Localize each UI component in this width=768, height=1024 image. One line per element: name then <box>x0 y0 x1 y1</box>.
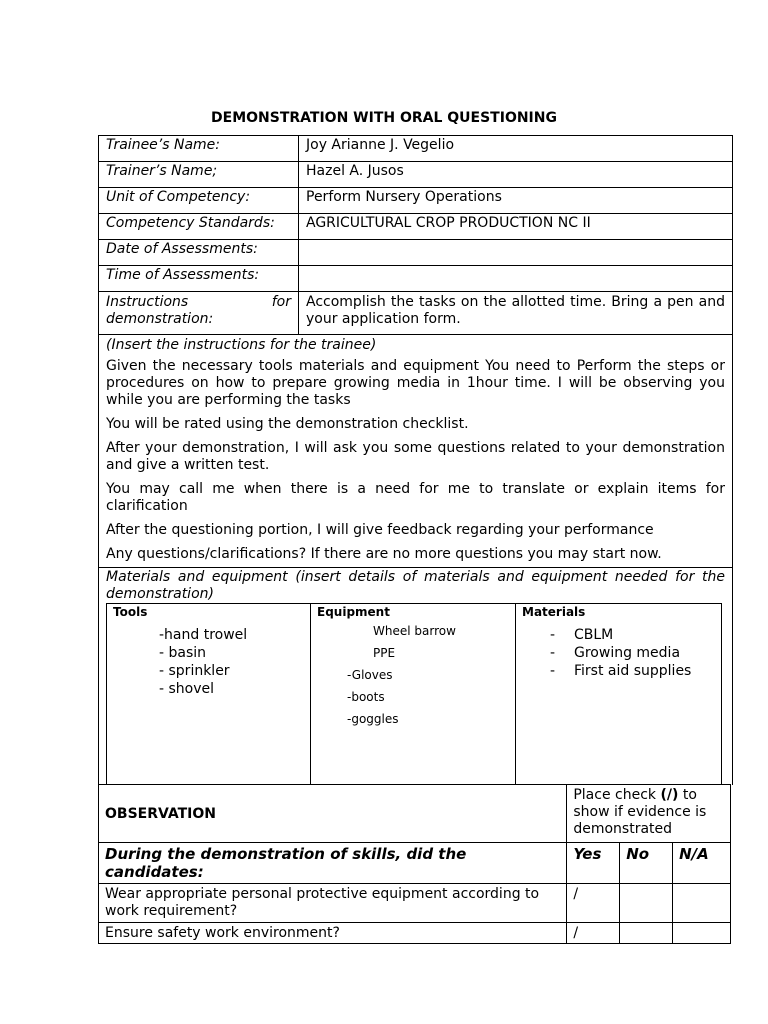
field-row-trainer <box>99 162 732 188</box>
field-row-date <box>99 240 732 266</box>
field-row-trainee <box>99 136 732 162</box>
field-value <box>299 240 732 265</box>
observation-question: During the demonstration of skills, did the candidates: <box>99 843 567 884</box>
field-row-time <box>99 266 732 292</box>
instruction-paragraph: After your demonstration, I will ask you some questions related to your demonstration and give a written test. <box>106 440 725 473</box>
list-item <box>550 662 721 680</box>
materials-note: Materials and equipment (insert details of materials and equipment needed for the demonstration) <box>106 569 725 602</box>
materials-list <box>516 620 721 680</box>
check-na <box>673 884 731 923</box>
list-item: -boots <box>347 690 385 704</box>
field-label: Unit of Competency: <box>99 188 299 213</box>
field-label: Date of Assessments: <box>99 240 299 265</box>
field-row-unit <box>99 188 732 214</box>
instruction-paragraph: Any questions/clarifications? If there are no more questions you may start now. <box>106 546 662 562</box>
check-note-text: Place check <box>573 787 661 803</box>
assessment-form <box>98 135 733 785</box>
field-row-standards <box>99 214 732 240</box>
instructions-label: Instructions for demonstration: <box>106 294 291 327</box>
field-row-instructions <box>99 292 732 335</box>
observation-question-row <box>99 843 731 884</box>
col-no: No <box>620 843 673 884</box>
document-title: DEMONSTRATION WITH ORAL QUESTIONING <box>211 110 557 126</box>
field-value: AGRICULTURAL CROP PRODUCTION NC II <box>306 215 591 231</box>
tools-column <box>107 604 311 784</box>
check-yes: / <box>567 923 620 944</box>
check-mark-symbol: (/) <box>660 787 679 803</box>
field-label: Competency Standards: <box>99 214 299 239</box>
field-label: Trainer’s Name; <box>99 162 299 187</box>
col-yes: Yes <box>567 843 620 884</box>
table-row <box>99 884 731 923</box>
bullet-dash: - <box>550 663 556 679</box>
equipment-heading: Equipment <box>317 605 390 619</box>
observation-item: Ensure safety work environment? <box>99 923 567 944</box>
field-value: Hazel A. Jusos <box>306 163 404 179</box>
list-item: -hand trowel <box>159 627 248 643</box>
materials-block <box>99 568 732 785</box>
list-item: -Gloves <box>347 668 393 682</box>
col-na: N/A <box>673 843 731 884</box>
check-na <box>673 923 731 944</box>
instruction-paragraph: You may call me when there is a need for me to translate or explain items for clarification <box>106 481 725 514</box>
check-no <box>620 884 673 923</box>
tools-heading: Tools <box>113 605 148 619</box>
list-item: -goggles <box>347 712 399 726</box>
bullet-dash: - <box>550 645 556 661</box>
list-item: - basin <box>159 645 207 661</box>
field-label-instructions <box>99 292 299 334</box>
instructions-value: Accomplish the tasks on the allotted time. Bring a pen and your application form. <box>306 294 725 327</box>
observation-heading: OBSERVATION <box>99 785 567 843</box>
list-item-text: First aid supplies <box>574 663 692 679</box>
field-value: Joy Arianne J. Vegelio <box>306 137 455 153</box>
bullet-dash: - <box>550 627 556 643</box>
list-item: Wheel barrow <box>373 624 456 638</box>
list-item <box>550 626 721 644</box>
instruction-paragraph: Given the necessary tools materials and equipment You need to Perform the steps or procedures on how to prepare growing media in 1hour time. I will be observing you while you are performing the tasks <box>106 358 725 408</box>
list-item-text: Growing media <box>574 645 681 661</box>
field-label: Time of Assessments: <box>99 266 299 291</box>
check-note-text: to show if evidence is demonstrated <box>573 787 707 837</box>
observation-header-row <box>99 785 731 843</box>
list-item: - shovel <box>159 681 215 697</box>
trainee-instructions-block <box>99 335 732 568</box>
insert-note: (Insert the instructions for the trainee) <box>106 337 377 353</box>
materials-column <box>516 604 721 784</box>
tools-list <box>107 620 310 698</box>
list-item: PPE <box>373 646 396 660</box>
field-label: Trainee’s Name: <box>99 136 299 161</box>
equipment-list <box>311 620 515 730</box>
equipment-column <box>311 604 516 784</box>
field-value <box>299 266 732 291</box>
check-note <box>567 785 731 843</box>
list-item-text: CBLM <box>574 627 614 643</box>
observation-item: Wear appropriate personal protective equipment according to work requirement? <box>99 884 567 923</box>
list-item <box>550 644 721 662</box>
check-no <box>620 923 673 944</box>
instruction-paragraph: You will be rated using the demonstration checklist. <box>106 416 469 432</box>
list-item: - sprinkler <box>159 663 230 679</box>
materials-heading: Materials <box>522 605 586 619</box>
instruction-paragraph: After the questioning portion, I will give feedback regarding your performance <box>106 522 654 538</box>
field-value: Perform Nursery Operations <box>306 189 502 205</box>
table-row <box>99 923 731 944</box>
check-yes: / <box>567 884 620 923</box>
observation-table <box>98 784 731 944</box>
materials-inner-table <box>106 603 722 785</box>
